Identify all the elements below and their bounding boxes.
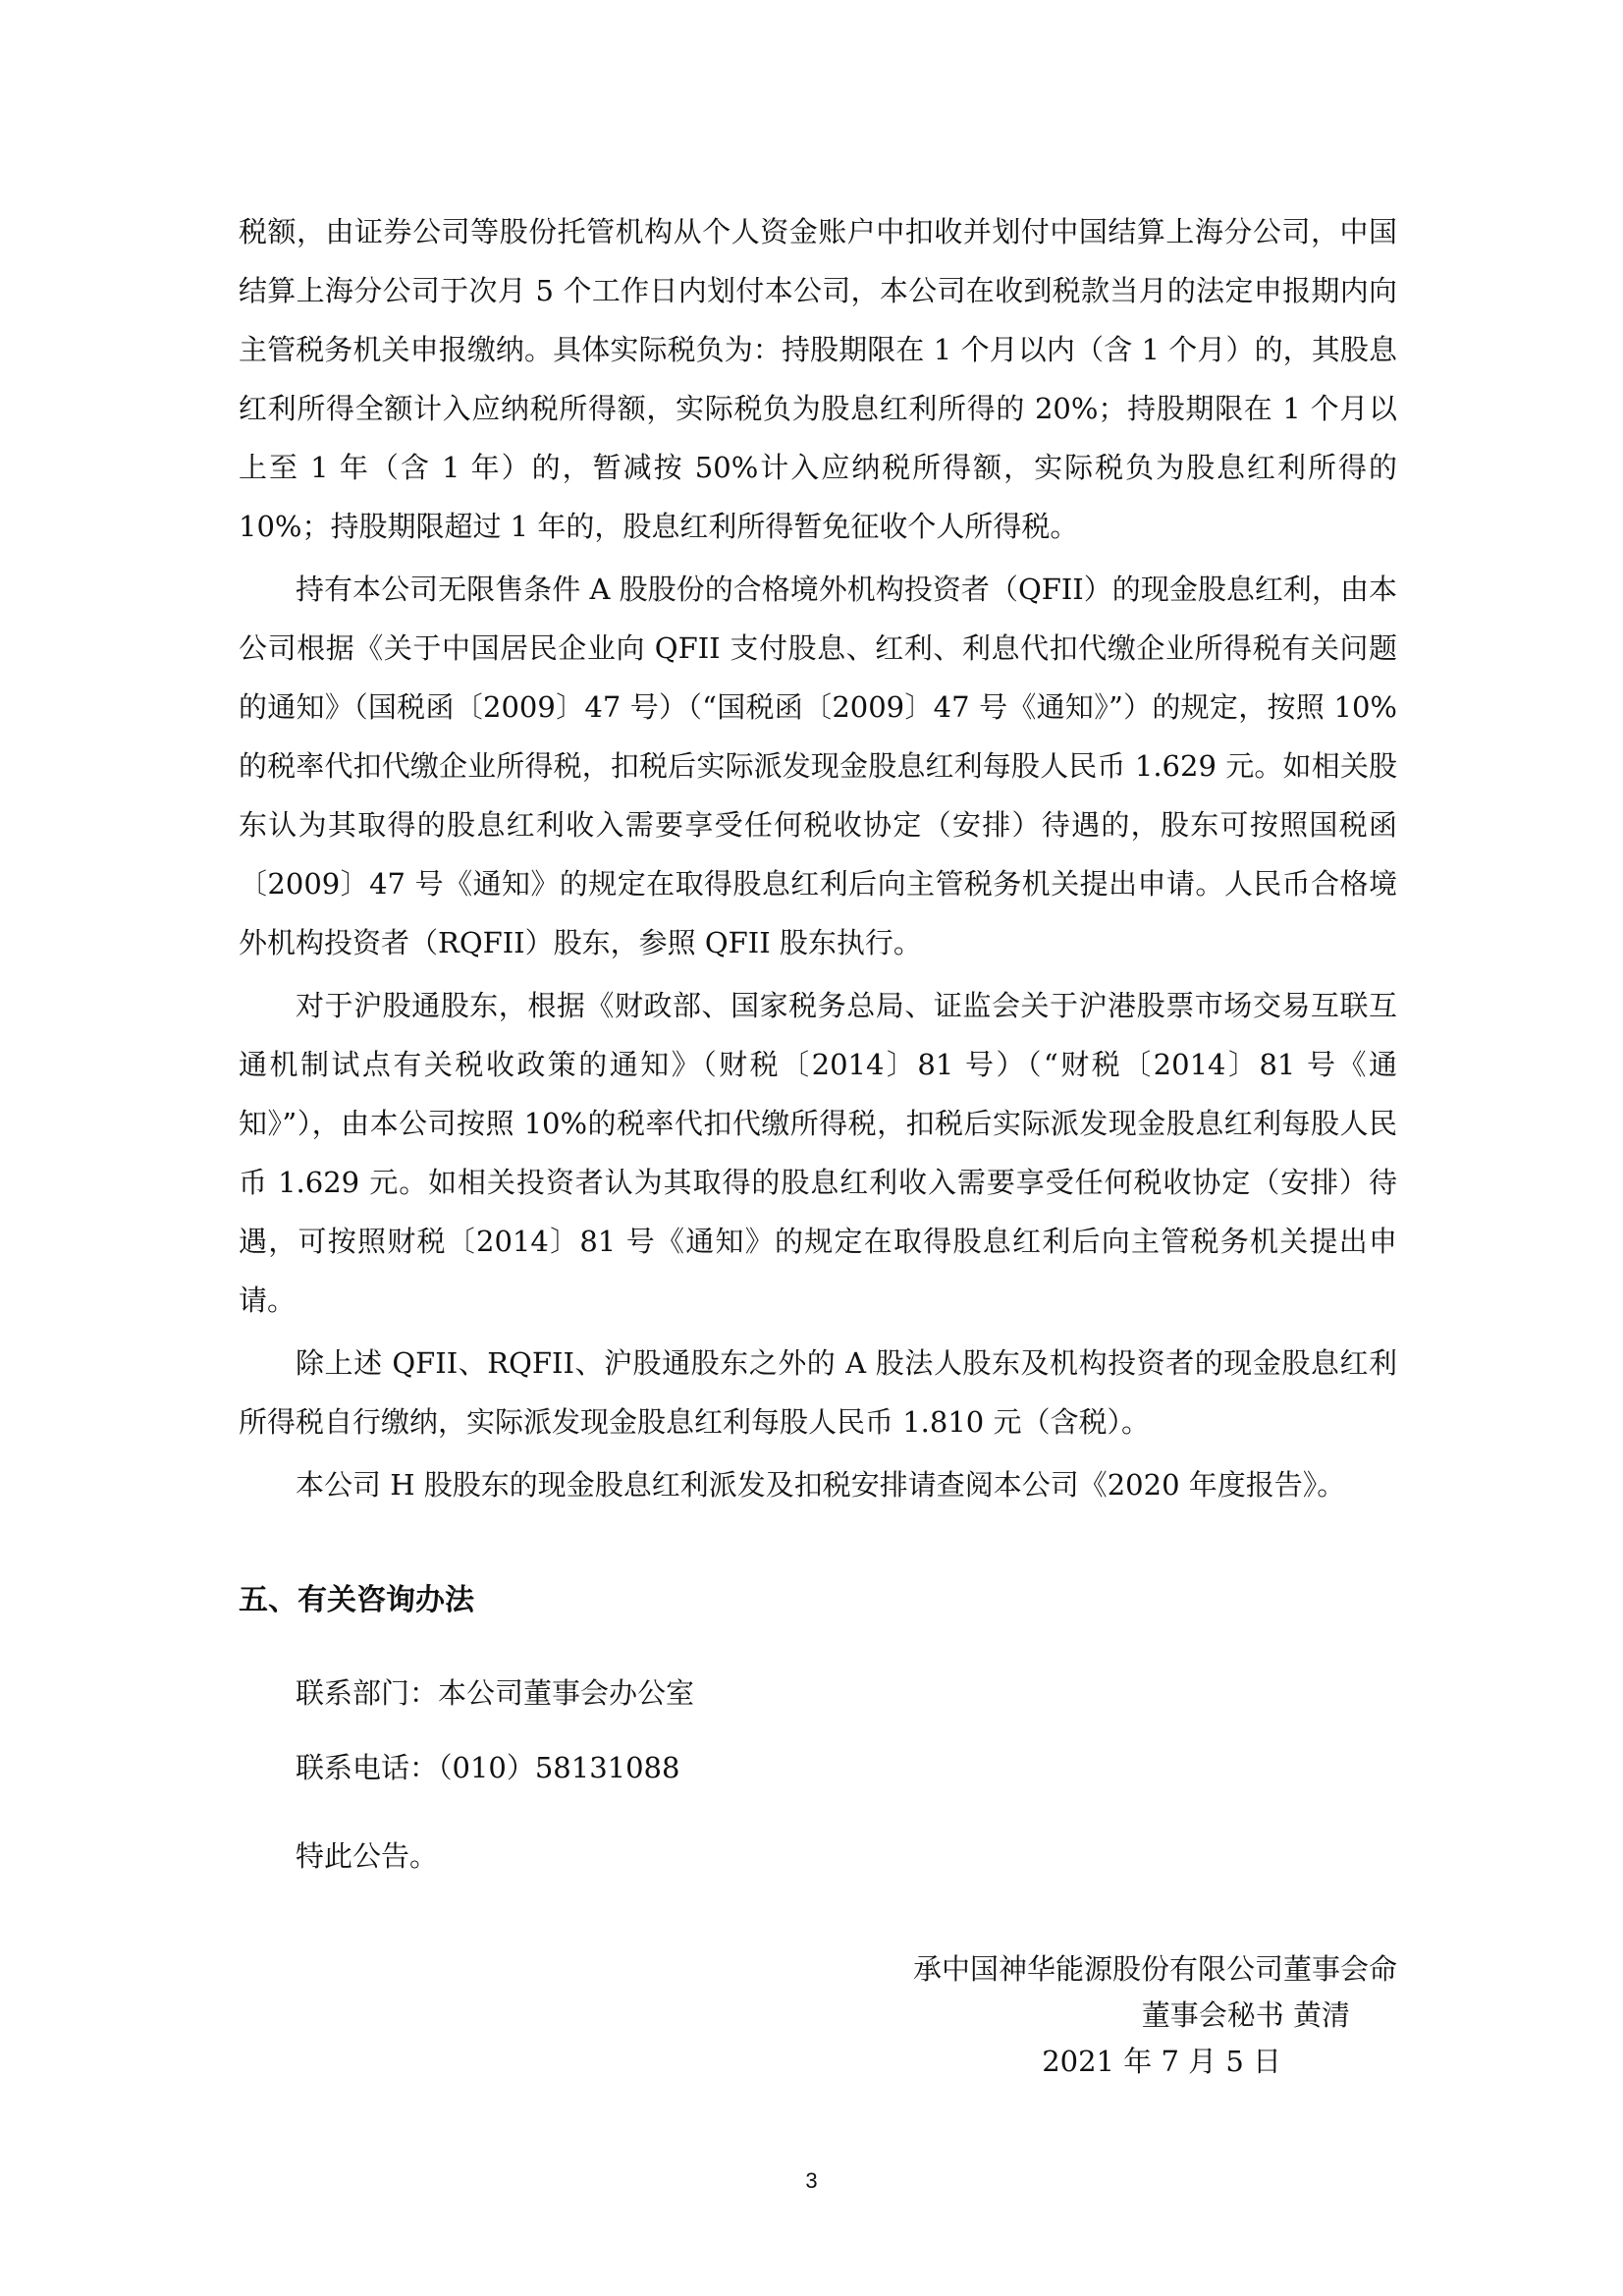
paragraph-h-share: 本公司 H 股股东的现金股息红利派发及扣税安排请查阅本公司《2020 年度报告》。 bbox=[296, 1468, 1346, 1502]
paragraph-tax-continuation: 税额，由证券公司等股份托管机构从个人资金账户中扣收并划付中国结算上海分公司，中国结算上海分公司于次月 5 个工作日内划付本公司，本公司在收到税款当月的法定申报期内向主管税务机关申报缴纳。具体实际税负为：持股期限在 1 个月以内（含 1 个月）的，其股息红利所得全额计入应纳税所得额，实际税负为股息红利所得的 20%；持股期限在 1 个月以上至 1 年（含 1 年）的，暂减按 50%计入应纳税所得额，实际税负为股息红利所得的 10%；持股期限超过 1 年的，股息红利所得暂免征收个人所得税。 bbox=[239, 215, 1397, 543]
contact-phone: 联系电话：（010）58131088 bbox=[296, 1751, 680, 1784]
contact-department: 联系部门：本公司董事会办公室 bbox=[296, 1676, 695, 1710]
signature-block bbox=[913, 1946, 1397, 2085]
paragraph-stock-connect: 对于沪股通股东，根据《财政部、国家税务总局、证监会关于沪港股票市场交易互联互通机制试点有关税收政策的通知》（财税〔2014〕81 号）（“财税〔2014〕81 号《通知》”），由本公司按照 10%的税率代扣代缴所得税，扣税后实际派发现金股息红利每股人民币 1.629 元。如相关投资者认为其取得的股息红利收入需要享受任何税收协定（安排）待遇，可按照财税〔2014〕81 号《通知》的规定在取得股息红利后向主管税务机关提出申请。 bbox=[239, 989, 1397, 1317]
paragraph-legal-person-shareholders: 除上述 QFII、RQFII、沪股通股东之外的 A 股法人股东及机构投资者的现金股息红利所得税自行缴纳，实际派发现金股息红利每股人民币 1.810 元（含税）。 bbox=[239, 1346, 1397, 1439]
signature-date: 2021 年 7 月 5 日 bbox=[1042, 2045, 1281, 2078]
signature-issuer: 承中国神华能源股份有限公司董事会命 bbox=[912, 1952, 1397, 1986]
section-heading: 五、有关咨询办法 bbox=[239, 1583, 474, 1617]
signature-secretary: 董事会秘书 黄清 bbox=[1141, 1998, 1350, 2032]
page-number: 3 bbox=[805, 2168, 818, 2193]
closing-statement: 特此公告。 bbox=[296, 1839, 439, 1873]
paragraph-qfii: 持有本公司无限售条件 A 股股份的合格境外机构投资者（QFII）的现金股息红利，由本公司根据《关于中国居民企业向 QFII 支付股息、红利、利息代扣代缴企业所得税有关问题的通知》（国税函〔2009〕47 号）（“国税函〔2009〕47 号《通知》”）的规定，按照 10%的税率代扣代缴企业所得税，扣税后实际派发现金股息红利每股人民币 1.629 元。如相关股东认为其取得的股息红利收入需要享受任何税收协定（安排）待遇的，股东可按照国税函〔2009〕47 号《通知》的规定在取得股息红利后向主管税务机关提出申请。人民币合格境外机构投资者（RQFII）股东，参照 QFII 股东执行。 bbox=[239, 573, 1397, 959]
body-text bbox=[239, 202, 1397, 1514]
